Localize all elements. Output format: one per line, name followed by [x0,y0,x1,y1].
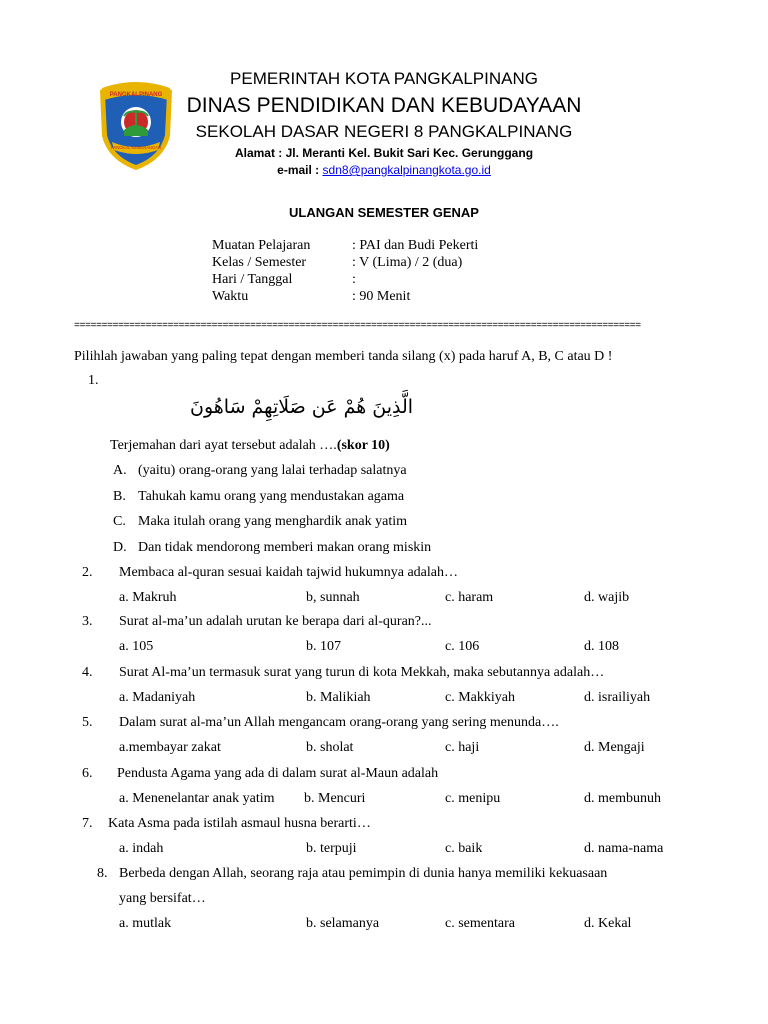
exam-title: ULANGAN SEMESTER GENAP [289,205,479,220]
q5-option-a[interactable]: a.membayar zakat [119,740,221,755]
q7-option-b[interactable]: b. terpuji [306,841,357,856]
quran-verse-arabic: الَّذِينَ هُمْ عَن صَلَاتِهِمْ سَاهُونَ [190,396,414,418]
logo-top-text: PANGKALPINANG [109,92,163,98]
q4-option-d[interactable]: d. israiliyah [584,690,651,705]
question-6-number: 6. [82,766,93,781]
question-1-score: (skor 10) [336,438,390,453]
question-2-number: 2. [82,565,93,580]
question-4-number: 4. [82,665,93,680]
question-2-text: Membaca al-quran sesuai kaidah tajwid hukumnya adalah… [119,565,458,580]
question-3-number: 3. [82,614,93,629]
q4-option-a[interactable]: a. Madaniyah [119,690,196,705]
question-5-number: 5. [82,715,93,730]
q1-option-b-letter: B. [113,489,126,504]
separator-line: ======================================================================================================= [74,321,641,332]
q7-option-a[interactable]: a. indah [119,841,164,856]
q6-option-d[interactable]: d. membunuh [584,791,661,806]
question-8-text-continued: yang bersifat… [119,891,206,906]
question-7-number: 7. [82,816,93,831]
question-1-prompt [110,438,390,454]
question-8-text: Berbeda dengan Allah, seorang raja atau pemimpin di dunia hanya memiliki kekuasaan [119,866,608,881]
q6-option-b[interactable]: b. Mencuri [304,791,366,806]
q5-option-d[interactable]: d. Mengaji [584,740,645,755]
meta-value-class: : V (Lima) / 2 (dua) [352,255,463,270]
q1-option-d-text[interactable]: Dan tidak mendorong memberi makan orang miskin [138,540,432,555]
q3-option-b[interactable]: b. 107 [306,639,341,654]
question-5-text: Dalam surat al-ma’un Allah mengancam orang-orang yang sering menunda…. [119,715,559,730]
department-title: DINAS PENDIDIKAN DAN KEBUDAYAAN [186,94,582,117]
q1-option-a-letter: A. [113,463,127,478]
q7-option-d[interactable]: d. nama-nama [584,841,664,856]
q4-option-b[interactable]: b. Malikiah [306,690,371,705]
meta-value-time: : 90 Menit [352,289,411,304]
question-8-number: 8. [97,866,108,881]
question-7-text: Kata Asma pada istilah asmaul husna berarti… [108,816,371,831]
instruction-text: Pilihlah jawaban yang paling tepat dengan memberi tanda silang (x) pada haruf A, B, C atau D ! [74,349,613,364]
q4-option-c[interactable]: c. Makkiyah [445,690,515,705]
q5-option-b[interactable]: b. sholat [306,740,354,755]
q1-option-b-text[interactable]: Tahukah kamu orang yang mendustakan agama [138,489,405,504]
meta-value-date: : [352,272,356,287]
question-3-text: Surat al-ma’un adalah urutan ke berapa dari al-quran?... [119,614,432,629]
question-1-number: 1. [88,373,99,388]
meta-label-class: Kelas / Semester [212,255,307,270]
meta-label-date: Hari / Tanggal [212,272,293,287]
q3-option-d[interactable]: d. 108 [584,639,619,654]
q8-option-a[interactable]: a. mutlak [119,916,172,931]
meta-value-subject: : PAI dan Budi Pekerti [352,238,479,253]
q1-option-c-text[interactable]: Maka itulah orang yang menghardik anak yatim [138,514,408,529]
email-link[interactable]: sdn8@pangkalpinangkota.go.id [322,163,491,177]
meta-label-time: Waktu [212,289,249,304]
q2-option-c[interactable]: c. haram [445,590,494,605]
q1-option-d-letter: D. [113,540,127,555]
question-6-text: Pendusta Agama yang ada di dalam surat al-Maun adalah [117,766,439,781]
q2-option-b[interactable]: b, sunnah [306,590,360,605]
q8-option-b[interactable]: b. selamanya [306,916,380,931]
q3-option-a[interactable]: a. 105 [119,639,154,654]
q1-option-a-text[interactable]: (yaitu) orang-orang yang lalai terhadap salatnya [138,463,407,478]
government-title: PEMERINTAH KOTA PANGKALPINANG [230,69,538,88]
q6-option-c[interactable]: c. menipu [445,791,501,806]
question-1-prompt-text: Terjemahan dari ayat tersebut adalah …. [110,438,337,453]
logo-bottom-text: PANGKAL KEMENANGAN [110,145,162,150]
meta-label-subject: Muatan Pelajaran [212,238,311,253]
q1-option-c-letter: C. [113,514,126,529]
q8-option-c[interactable]: c. sementara [445,916,515,931]
q6-option-a[interactable]: a. Menenelantar anak yatim [119,791,275,806]
school-email-line [0,163,768,177]
question-4-text: Surat Al-ma’un termasuk surat yang turun di kota Mekkah, maka sebutannya adalah… [119,665,605,680]
school-name: SEKOLAH DASAR NEGERI 8 PANGKALPINANG [195,122,573,141]
q8-option-d[interactable]: d. Kekal [584,916,632,931]
q7-option-c[interactable]: c. baik [445,841,483,856]
q2-option-a[interactable]: a. Makruh [119,590,177,605]
email-label: e-mail : [277,163,323,177]
q3-option-c[interactable]: c. 106 [445,639,480,654]
q2-option-d[interactable]: d. wajib [584,590,630,605]
q5-option-c[interactable]: c. haji [445,740,480,755]
school-address: Alamat : Jl. Meranti Kel. Bukit Sari Kec. Gerunggang [234,146,534,160]
